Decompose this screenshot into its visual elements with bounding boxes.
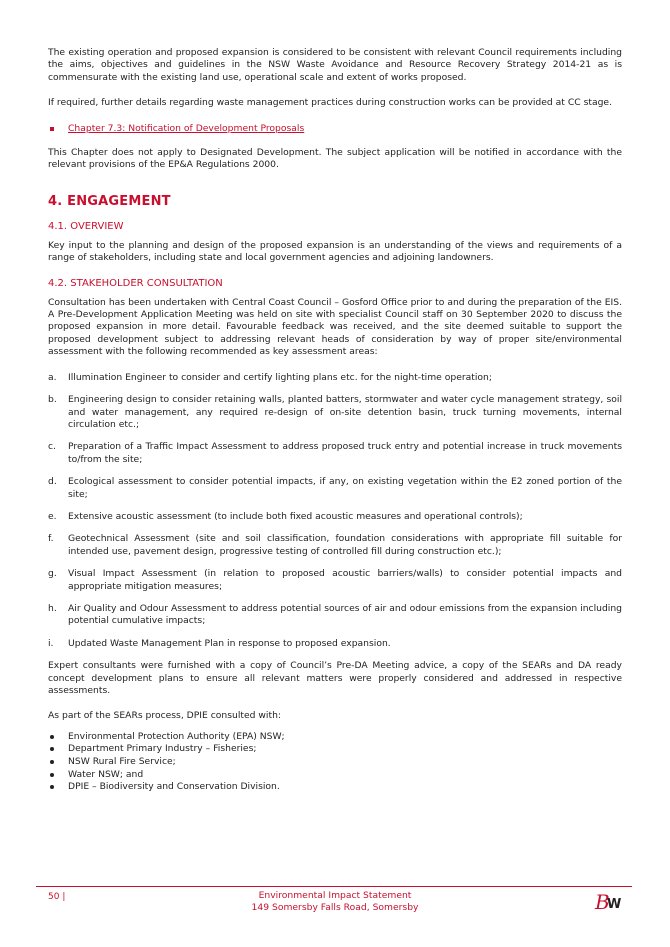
bullet-icon	[50, 735, 54, 739]
svg-text:B: B	[595, 890, 610, 914]
list-item: Department Primary Industry – Fisheries;	[48, 743, 622, 756]
assessment-list	[48, 372, 622, 651]
chapter-link-item	[48, 123, 622, 135]
closing-paragraph-dpie: As part of the SEARs process, DPIE consulted with:	[48, 710, 281, 722]
footer-address: 149 Somersby Falls Road, Somersby	[251, 901, 419, 913]
list-item: a. Illumination Engineer to consider and certify lighting plans etc. for the night-time operation;	[48, 371, 492, 383]
bullet-icon	[50, 773, 54, 777]
overview-text: Key input to the planning and design of the proposed expansion is an understanding of the views and requirements of a range of stakeholders, including state and local government agencies and adjoining landowners.	[48, 239, 622, 264]
footer-divider	[36, 886, 632, 887]
list-item: Water NSW; and	[48, 769, 622, 782]
paragraph-notification: This Chapter does not apply to Designated Development. The subject application will be notified in accordance with the relevant provisions of the EP&A Regulations 2000.	[48, 147, 622, 171]
consultation-heading: 4.2. STAKEHOLDER CONSULTATION	[48, 277, 223, 289]
paragraph-consistency: The existing operation and proposed expansion is considered to be consistent with relevant Council requirements including the aims, objectives and guidelines in the NSW Waste Avoidance and Resource Recovery Strategy 2014-21 as is commensurate with the existing land use, operational scale and extent of works proposed.	[48, 47, 622, 83]
footer-title: Environmental Impact Statement	[258, 890, 412, 901]
consultation-text: Consultation has been undertaken with Central Coast Council – Gosford Office prior to and during the preparation of the EIS. A Pre-Development Application Meeting was held on site with specialist Council staff on 30 September 2020 to discuss the proposed expansion in more detail. Favourable feedback was received, and the site deemed suitable to support the proposed development subject to addressing relevant heads of consideration by way of proper site/environmental assessment with the following recommended as key assessment areas:	[48, 296, 622, 358]
dpie-consultation-list	[48, 731, 622, 794]
closing-paragraph-consultants: Expert consultants were furnished with a copy of Council’s Pre-DA Meeting advice, a copy of the SEARs and DA ready concept development plans to ensure all relevant matters were properly considered and addressed in respective assessments.	[48, 660, 622, 696]
page-number: 50 |	[48, 892, 66, 902]
list-item: e. Extensive acoustic assessment (to include both fixed acoustic measures and operational controls);	[48, 510, 523, 522]
list-item: h. Air Quality and Odour Assessment to address potential sources of air and odour emissions from the expansion including potential cumulative impacts;	[48, 602, 622, 627]
bullet-icon	[50, 760, 54, 764]
list-item: i. Updated Waste Management Plan in response to proposed expansion.	[48, 637, 391, 649]
svg-text:W: W	[607, 897, 622, 912]
list-item: b. Engineering design to consider retaining walls, planted batters, stormwater and water cycle management strategy, soil and water management, any required re-design of on-site detention basin, truck turning movements, internal circulation etc.;	[48, 394, 622, 430]
section-title: 4. ENGAGEMENT	[48, 193, 171, 209]
bullet-icon	[50, 785, 54, 789]
bullet-icon	[50, 747, 54, 751]
chapter-7-3-link[interactable]: Chapter 7.3: Notification of Development Proposals	[68, 122, 305, 134]
footer-title-block	[0, 890, 670, 913]
list-item: DPIE – Biodiversity and Conservation Division.	[48, 781, 622, 794]
company-logo-icon	[594, 888, 624, 914]
list-item: d. Ecological assessment to consider potential impacts, if any, on existing vegetation within the E2 zoned portion of the site;	[48, 476, 622, 500]
overview-heading: 4.1. OVERVIEW	[48, 220, 124, 232]
list-item: f. Geotechnical Assessment (site and soil classification, foundation considerations with appropriate fill suitable for intended use, pavement design, progressive testing of controlled fill during construction etc.);	[48, 533, 622, 557]
list-item: c. Preparation of a Traffic Impact Assessment to address proposed truck entry and potential increase in truck movements to/from the site;	[48, 441, 622, 465]
paragraph-cc-stage: If required, further details regarding waste management practices during construction works can be provided at CC stage.	[48, 97, 612, 109]
list-item: Environmental Protection Authority (EPA) NSW;	[48, 731, 622, 744]
document-page	[48, 47, 622, 794]
list-item: NSW Rural Fire Service;	[48, 756, 622, 769]
square-bullet-icon	[50, 127, 54, 131]
list-item: g. Visual Impact Assessment (in relation to proposed acoustic barriers/walls) to consider potential impacts and appropriate mitigation measures;	[48, 568, 622, 592]
